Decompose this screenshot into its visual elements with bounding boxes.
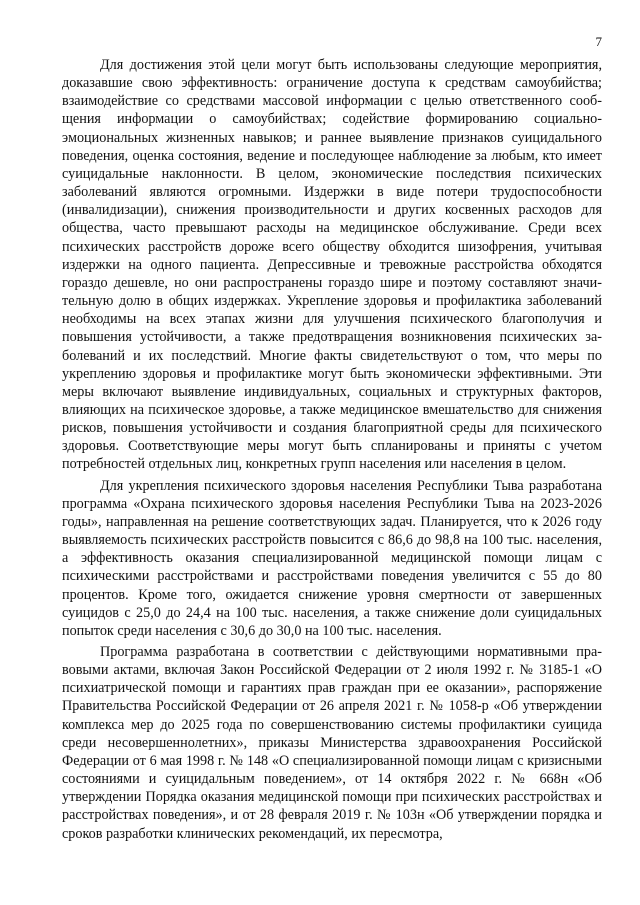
paragraph-prevention-measures: Для достижения этой цели могут быть использованы следующие мероприятия, доказавшие свою эффективность: ограничение доступа к средствам самоубийства; взаимодействие со средствами массовой информации с целью ответственного сообщения информации о самоубийствах; содействие формированию социально-эмоциональных жизненных навыков; и раннее выявление признаков суицидального поведения, оценка состояния, ведение и последующее наблюдение за любым, кто имеет суицидальные наклонности. В целом, экономические последствия психических заболеваний являются огромными. Издержки в виде потери трудоспособности (инвалидизации), снижения производительности и других косвенных расходов для общества, часто превышают расходы на медицинское обслуживание. Среди всех психических расстройств дороже всего обществу обходится шизофрения, учитывая издержки на одного пациента. Депрессивные и тревожные расстройства обходятся гораздо дешевле, но они распространены гораздо шире и поэтому составляют значительную долю в общих издержках. Укрепление здоровья и профилактика заболеваний необходимы на всех этапах жизни для улучшения психического благополучия и повышения устойчивости, а также предотвращения возникновения психических заболеваний и их последствий. Многие факты свидетельствуют о том, что меры по укреплению здоровья и профилактике могут быть экономически эффективными. Эти меры включают выявление индивидуальных, социальных и структурных факторов, влияющих на психическое здоровье, а также медицинское вмешательство для снижения рисков, повышения устойчивости и создания благоприятной среды для психического здоровья. Соответствующие меры могут быть спланированы и приняты с учетом потребностей отдельных лиц, конкретных групп населения или населения в целом. [62, 57, 602, 473]
page-number: 7 [595, 34, 602, 49]
paragraph-legal-basis: Программа разработана в соответствии с действующими нормативными правовыми актами, включая Закон Российской Федерации от 2 июля 1992 г. № 3185-1 «О психиатрической помощи и гарантиях прав граждан при ее оказании», распоряжение Правительства Российской Федерации от 26 апреля 2021 г. № 1058-р «Об утверждении комплекса мер до 2025 года по совершенствованию системы профилактики суицида среди несовершеннолетних», приказы Министерства здравоохранения Российской Федерации от 6 мая 1998 г. № 148 «О специализированной помощи лицам с кризисными состояниями и суицидальным поведением», от 14 октября 2022 г. № 668н «Об утверждении Порядка оказания медицинской помощи при психических расстройствах и расстройствах поведения», и от 28 февраля 2019 г. № 103н «Об утверждении порядка и сроков разработки клинических рекомендаций, их пересмотра, [62, 644, 602, 842]
document-body [62, 56, 602, 846]
paragraph-tyva-program: Для укрепления психического здоровья населения Республики Тыва разработана программа «Охрана психического здоровья населения Республики Тыва на 2023-2026 годы», направленная на решение соответствующих задач. Планируется, что к 2026 году выявляемость психических расстройств повысится с 86,6 до 98,8 на 100 тыс. населения, а эффективность оказания специализированной медицинской помощи лицам с психическими расстройствами и расстройствами поведения увеличится с 55 до 80 процентов. Кроме того, ожидается снижение уровня смертности от завершенных суицидов с 25,0 до 24,4 на 100 тыс. населения, а также снижение доли суицидальных попыток среди населения с 30,6 до 30,0 на 100 тыс. населения. [62, 477, 602, 639]
